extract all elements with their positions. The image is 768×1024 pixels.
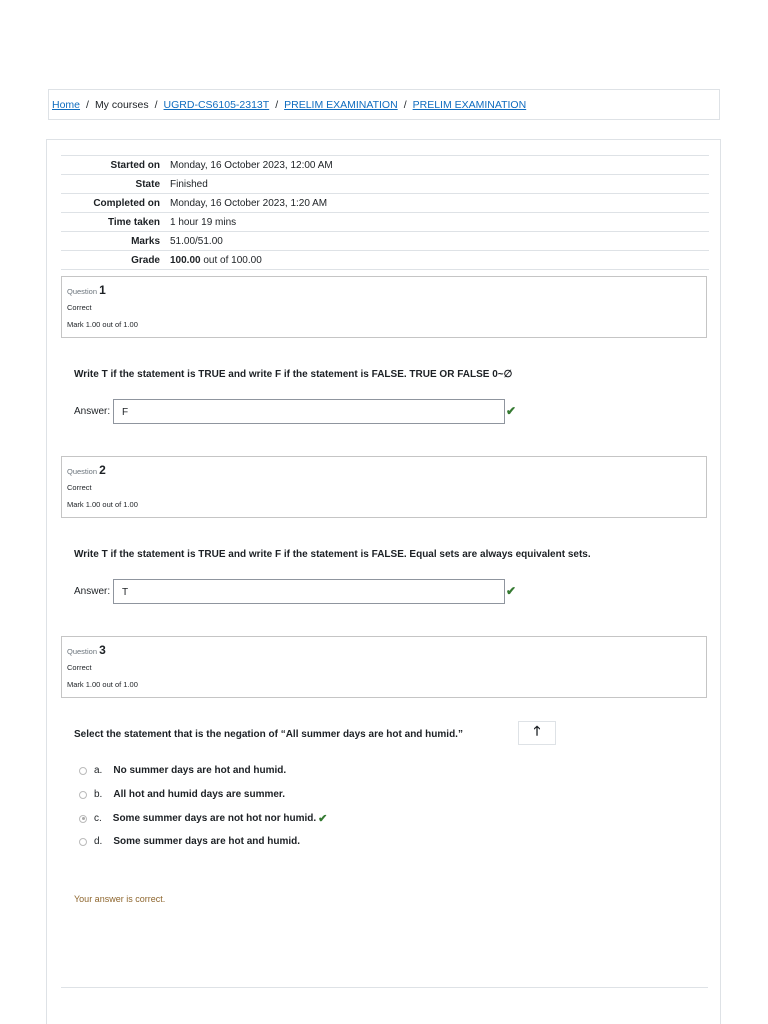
question-number	[67, 463, 706, 477]
summary-value: Finished	[170, 178, 208, 190]
question-3-text: Select the statement that is the negation of “All summer days are hot and humid.”	[74, 729, 463, 740]
grade-out-of: out of 100.00	[200, 254, 262, 266]
summary-label: Marks	[131, 235, 160, 247]
option-text: All hot and humid days are summer.	[113, 789, 286, 800]
option-text: No summer days are hot and humid.	[113, 765, 287, 776]
option-letter: a.	[94, 765, 103, 776]
breadcrumb-separator: /	[275, 98, 279, 111]
question-2-text: Write T if the statement is TRUE and write F if the statement is FALSE. Equal sets are always equivalent sets.	[74, 549, 591, 560]
question-state: Correct	[67, 483, 92, 492]
up-arrow-icon: 🡑	[533, 723, 541, 738]
breadcrumb-separator: /	[403, 98, 407, 111]
summary-value: 51.00/51.00	[170, 235, 223, 247]
summary-label: Completed on	[93, 197, 160, 209]
question-number	[67, 283, 706, 297]
breadcrumb-separator: /	[154, 98, 158, 111]
question-prefix: Question	[67, 647, 98, 656]
option-letter: d.	[94, 836, 103, 847]
option-text: Some summer days are not hot nor humid.	[112, 813, 317, 824]
summary-row-time-taken	[61, 213, 709, 232]
summary-value: 1 hour 19 mins	[170, 216, 237, 228]
question-state: Correct	[67, 303, 92, 312]
question-mark: Mark 1.00 out of 1.00	[67, 680, 138, 689]
question-prefix: Question	[67, 287, 98, 296]
question-state: Correct	[67, 663, 92, 672]
divider	[61, 987, 708, 988]
summary-row-started	[61, 156, 709, 175]
breadcrumb-course-link[interactable]: UGRD-CS6105-2313T	[163, 98, 270, 111]
summary-label: Time taken	[107, 216, 160, 228]
summary-row-completed	[61, 194, 709, 213]
question-number-value: 3	[99, 643, 106, 657]
radio-button[interactable]	[79, 791, 87, 799]
summary-value: Monday, 16 October 2023, 12:00 AM	[170, 159, 333, 171]
question-number-value: 1	[99, 283, 106, 297]
correct-check-icon: ✔	[506, 584, 517, 598]
option-d[interactable]	[79, 836, 300, 847]
correct-check-icon: ✔	[506, 404, 517, 418]
option-letter: b.	[94, 789, 103, 800]
correct-check-icon: ✔	[318, 813, 328, 825]
breadcrumb-separator: /	[86, 98, 89, 111]
summary-label: State	[135, 178, 160, 190]
question-mark: Mark 1.00 out of 1.00	[67, 320, 138, 329]
grade-value: 100.00	[170, 254, 201, 266]
radio-button[interactable]	[79, 838, 87, 846]
summary-value	[170, 251, 709, 270]
radio-button-selected[interactable]	[79, 815, 87, 823]
question-1-info	[61, 276, 707, 338]
option-c[interactable]	[79, 812, 327, 825]
breadcrumb-section-link[interactable]: PRELIM EXAMINATION	[284, 98, 398, 111]
summary-label: Started on	[110, 159, 160, 171]
question-1-answer-input[interactable]: F	[113, 399, 505, 424]
question-3-info	[61, 636, 707, 698]
question-number-value: 2	[99, 463, 106, 477]
answer-feedback: Your answer is correct.	[74, 894, 166, 904]
summary-value: Monday, 16 October 2023, 1:20 AM	[170, 197, 328, 209]
question-1-text: Write T if the statement is TRUE and write F if the statement is FALSE. TRUE OR FALSE 0~∅	[74, 369, 513, 380]
breadcrumb-my-courses: My courses	[94, 98, 149, 111]
answer-label: Answer:	[74, 406, 111, 417]
option-a[interactable]	[79, 765, 286, 776]
question-2-answer-input[interactable]: T	[113, 579, 505, 604]
option-text: Some summer days are hot and humid.	[113, 836, 301, 847]
summary-row-marks	[61, 232, 709, 251]
breadcrumb-home-link[interactable]: Home	[52, 98, 81, 111]
back-to-top-button[interactable]	[518, 721, 556, 745]
quiz-summary-table	[61, 155, 709, 270]
question-2-info	[61, 456, 707, 518]
question-mark: Mark 1.00 out of 1.00	[67, 500, 138, 509]
answer-label: Answer:	[74, 586, 111, 597]
summary-row-state	[61, 175, 709, 194]
question-prefix: Question	[67, 467, 98, 476]
option-letter: c.	[94, 813, 102, 824]
radio-button[interactable]	[79, 767, 87, 775]
breadcrumb	[48, 89, 720, 120]
question-number	[67, 643, 706, 657]
summary-label: Grade	[131, 254, 160, 266]
option-b[interactable]	[79, 789, 285, 800]
breadcrumb-quiz-link[interactable]: PRELIM EXAMINATION	[412, 98, 527, 111]
summary-row-grade	[61, 251, 709, 270]
